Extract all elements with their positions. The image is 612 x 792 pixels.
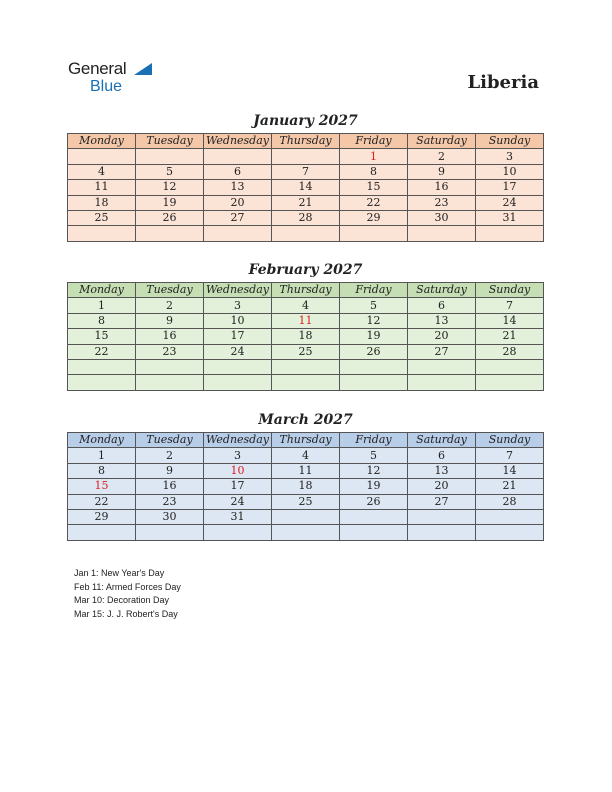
day-cell: 6 [408,298,476,313]
day-cell: 7 [476,298,544,313]
weekday-header: Monday [68,433,136,448]
day-cell [408,226,476,241]
day-cell: 25 [272,494,340,509]
day-cell: 25 [68,210,136,225]
day-cell [136,525,204,540]
logo-general-text: General [68,59,127,78]
day-cell: 31 [204,509,272,524]
day-cell: 21 [272,195,340,210]
holiday-note: Feb 11: Armed Forces Day [74,581,181,592]
logo [68,60,126,95]
day-cell: 15 [68,479,136,494]
day-cell: 29 [340,210,408,225]
weekday-header-row [68,433,544,448]
weekday-header: Saturday [408,433,476,448]
month-title-january: January 2027 [253,113,358,129]
weekday-header: Sunday [476,134,544,149]
day-cell: 8 [340,164,408,179]
week-row [68,494,544,509]
day-cell [340,226,408,241]
day-cell: 18 [272,479,340,494]
day-cell: 23 [136,494,204,509]
day-cell: 28 [476,494,544,509]
day-cell: 13 [204,180,272,195]
week-row [68,210,544,225]
day-cell [204,375,272,390]
day-cell: 4 [272,448,340,463]
day-cell: 20 [204,195,272,210]
day-cell: 22 [68,344,136,359]
day-cell: 23 [408,195,476,210]
day-cell: 15 [340,180,408,195]
day-cell [476,509,544,524]
day-cell: 27 [408,344,476,359]
day-cell [204,149,272,164]
day-cell: 17 [204,479,272,494]
day-cell: 10 [476,164,544,179]
day-cell [408,375,476,390]
holiday-note: Mar 10: Decoration Day [74,595,170,605]
week-row [68,180,544,195]
weekday-header: Monday [68,134,136,149]
day-cell: 7 [476,448,544,463]
day-cell: 20 [408,479,476,494]
week-row [68,479,544,494]
day-cell: 12 [340,313,408,328]
day-cell [408,525,476,540]
week-row [68,448,544,463]
day-cell [136,226,204,241]
week-row [68,149,544,164]
day-cell: 11 [68,180,136,195]
day-cell [272,359,340,374]
day-cell [476,525,544,540]
day-cell [476,359,544,374]
day-cell [272,375,340,390]
day-cell [272,509,340,524]
weekday-header: Thursday [272,433,340,448]
weekday-header: Wednesday [204,134,272,149]
weekday-header: Saturday [408,134,476,149]
day-cell: 12 [136,180,204,195]
day-cell: 9 [136,313,204,328]
weekday-header: Monday [68,283,136,298]
weekday-header: Friday [340,283,408,298]
day-cell [340,359,408,374]
day-cell: 18 [272,329,340,344]
day-cell [204,359,272,374]
day-cell: 19 [340,329,408,344]
day-cell [476,375,544,390]
day-cell: 24 [204,344,272,359]
day-cell: 31 [476,210,544,225]
day-cell: 18 [68,195,136,210]
day-cell [68,149,136,164]
day-cell [136,149,204,164]
day-cell: 20 [408,329,476,344]
day-cell [204,525,272,540]
day-cell: 3 [204,298,272,313]
day-cell: 26 [136,210,204,225]
day-cell [68,525,136,540]
day-cell [272,226,340,241]
day-cell: 5 [340,298,408,313]
day-cell: 14 [476,313,544,328]
day-cell [204,226,272,241]
day-cell: 8 [68,463,136,478]
day-cell [272,149,340,164]
day-cell: 11 [272,463,340,478]
week-row [68,226,544,241]
day-cell [68,226,136,241]
day-cell [340,525,408,540]
month-title-february: February 2027 [248,262,363,278]
day-cell [272,525,340,540]
day-cell [476,226,544,241]
day-cell: 28 [272,210,340,225]
day-cell: 10 [204,463,272,478]
holiday-notes [74,567,181,621]
day-cell [340,375,408,390]
weekday-header: Tuesday [136,134,204,149]
day-cell: 10 [204,313,272,328]
day-cell: 22 [68,494,136,509]
week-row [68,164,544,179]
day-cell: 19 [136,195,204,210]
day-cell: 14 [272,180,340,195]
weekday-header: Saturday [408,283,476,298]
day-cell: 16 [136,329,204,344]
day-cell: 2 [408,149,476,164]
day-cell [408,509,476,524]
week-row [68,463,544,478]
weekday-header-row [68,283,544,298]
week-row [68,195,544,210]
day-cell: 30 [408,210,476,225]
holiday-note: Mar 15: J. J. Robert's Day [74,608,178,619]
day-cell: 19 [340,479,408,494]
day-cell: 28 [476,344,544,359]
day-cell: 6 [408,448,476,463]
day-cell [340,509,408,524]
weekday-header: Wednesday [204,433,272,448]
day-cell: 14 [476,463,544,478]
weekday-header-row [68,134,544,149]
weekday-header: Friday [340,134,408,149]
day-cell: 26 [340,494,408,509]
week-row [68,313,544,328]
day-cell: 12 [340,463,408,478]
day-cell: 13 [408,463,476,478]
day-cell: 24 [476,195,544,210]
day-cell [68,359,136,374]
day-cell: 13 [408,313,476,328]
day-cell: 5 [340,448,408,463]
day-cell: 1 [68,448,136,463]
day-cell: 7 [272,164,340,179]
weekday-header: Sunday [476,433,544,448]
day-cell: 1 [340,149,408,164]
day-cell: 25 [272,344,340,359]
weekday-header: Sunday [476,283,544,298]
day-cell: 16 [408,180,476,195]
day-cell: 27 [204,210,272,225]
day-cell [68,375,136,390]
day-cell: 4 [272,298,340,313]
day-cell: 8 [68,313,136,328]
day-cell: 17 [476,180,544,195]
calendar-march [67,432,544,541]
day-cell [136,359,204,374]
day-cell: 27 [408,494,476,509]
week-row [68,509,544,524]
month-title-march: March 2027 [258,412,353,428]
day-cell: 22 [340,195,408,210]
day-cell: 9 [408,164,476,179]
day-cell [408,359,476,374]
weekday-header: Wednesday [204,283,272,298]
day-cell: 1 [68,298,136,313]
logo-flag-icon [134,63,152,75]
day-cell: 11 [272,313,340,328]
day-cell: 23 [136,344,204,359]
week-row [68,329,544,344]
weekday-header: Tuesday [136,433,204,448]
holiday-note: Jan 1: New Year's Day [74,568,165,578]
day-cell: 2 [136,298,204,313]
day-cell: 5 [136,164,204,179]
weekday-header: Thursday [272,283,340,298]
country-name: Liberia [467,72,539,93]
day-cell: 17 [204,329,272,344]
day-cell: 3 [476,149,544,164]
day-cell: 3 [204,448,272,463]
day-cell: 26 [340,344,408,359]
calendar-january [67,133,544,242]
day-cell: 9 [136,463,204,478]
week-row [68,344,544,359]
weekday-header: Friday [340,433,408,448]
day-cell: 4 [68,164,136,179]
weekday-header: Tuesday [136,283,204,298]
day-cell: 21 [476,329,544,344]
day-cell: 21 [476,479,544,494]
day-cell [136,375,204,390]
weekday-header: Thursday [272,134,340,149]
day-cell: 29 [68,509,136,524]
week-row [68,298,544,313]
day-cell: 16 [136,479,204,494]
week-row [68,359,544,374]
day-cell: 6 [204,164,272,179]
day-cell: 15 [68,329,136,344]
calendar-february [67,282,544,391]
day-cell: 2 [136,448,204,463]
day-cell: 30 [136,509,204,524]
logo-blue-text: Blue [90,78,123,95]
week-row [68,525,544,540]
week-row [68,375,544,390]
day-cell: 24 [204,494,272,509]
